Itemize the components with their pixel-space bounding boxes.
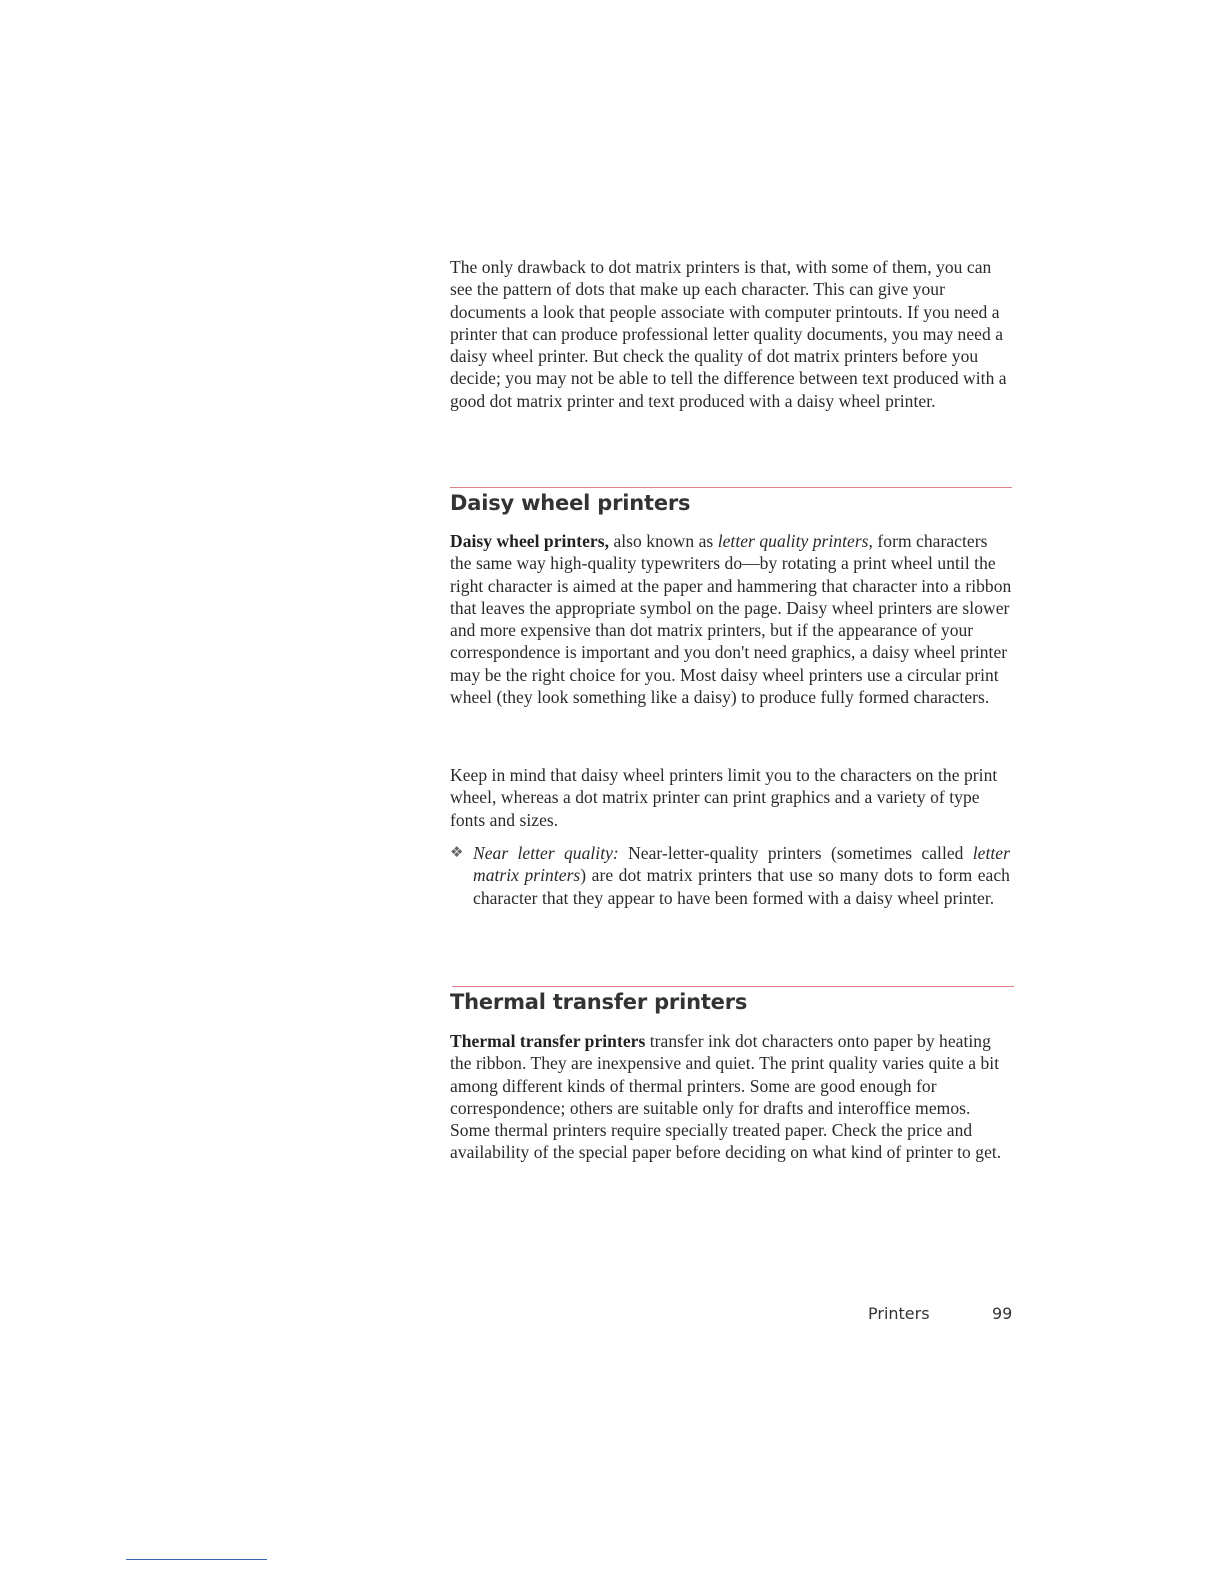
daisy-section-body-2 [450,764,1012,831]
section-divider-thermal [452,986,1014,987]
heading-daisy-wheel-printers: Daisy wheel printers [450,491,691,515]
term-thermal-transfer-printers: Thermal transfer printers [450,1031,646,1051]
daisy-section-body [450,530,1012,708]
near-letter-quality-note [450,842,1010,909]
intro-paragraph: The only drawback to dot matrix printers is that, with some of them, you can see the pattern of dots that make up each character. This can give your documents a look that people associate with computer printouts. If you need a printer that can produce professional letter quality documents, you may need a daisy wheel printer. But check the quality of dot matrix printers before you decide; you may not be able to tell the difference between text produced with a good dot matrix printer and text produced with a daisy wheel printer. [450,257,1007,411]
intro-block [450,256,1012,412]
daisy-p1-part-b: form characters the same way high-quality typewriters do—by rotating a print wheel until the right character is aimed at the paper and hammering that character into a ribbon that leaves the appropriate symbol on the page. Daisy wheel printers are slower and more expensive than dot matrix printers, but if the appearance of your correspondence is important and you don't need graphics, a daisy wheel printer may be the right choice for you. Most daisy wheel printers use a circular print wheel (they look something like a daisy) to produce fully formed characters. [450,531,1012,708]
daisy-p1-part-a: also known as [609,531,718,551]
thermal-body-text: transfer ink dot characters onto paper by heating the ribbon. They are inexpensive and quiet. The print quality varies quite a bit among different kinds of thermal printers. Some are good enough for correspondence; others are suitable only for drafts and interoffice memos. Some thermal printers require specially treated paper. Check the price and availability of the special paper before deciding on what kind of printer to get. [450,1031,1002,1163]
note-label: Near letter quality: [473,843,619,863]
heading-thermal-transfer-printers: Thermal transfer printers [450,990,748,1014]
term-daisy-wheel-printers: Daisy wheel printers, [450,531,610,551]
footer-page-number: 99 [992,1304,1013,1323]
bottom-blue-rule [126,1559,267,1560]
note-part-b: ) are dot matrix printers that use so many dots to form each character that they appear to have been formed with a daisy wheel printer. [473,865,1010,908]
daisy-paragraph-1 [450,530,1012,708]
daisy-p1-italic: letter quality printers, [717,531,873,551]
note-part-a: Near-letter-quality printers (sometimes called [618,843,973,863]
diamond-bullet-icon: ❖ [450,843,464,861]
section-divider-daisy [450,487,1012,488]
footer-section-title: Printers [868,1304,930,1323]
thermal-section-body [450,1030,1012,1164]
thermal-paragraph [450,1030,1012,1164]
note-paragraph [473,842,1010,909]
note-italic-term: letter matrix printers [473,843,1010,886]
daisy-paragraph-2: Keep in mind that daisy wheel printers limit you to the characters on the print wheel, whereas a dot matrix printer can print graphics and a variety of type fonts and sizes. [450,765,998,830]
